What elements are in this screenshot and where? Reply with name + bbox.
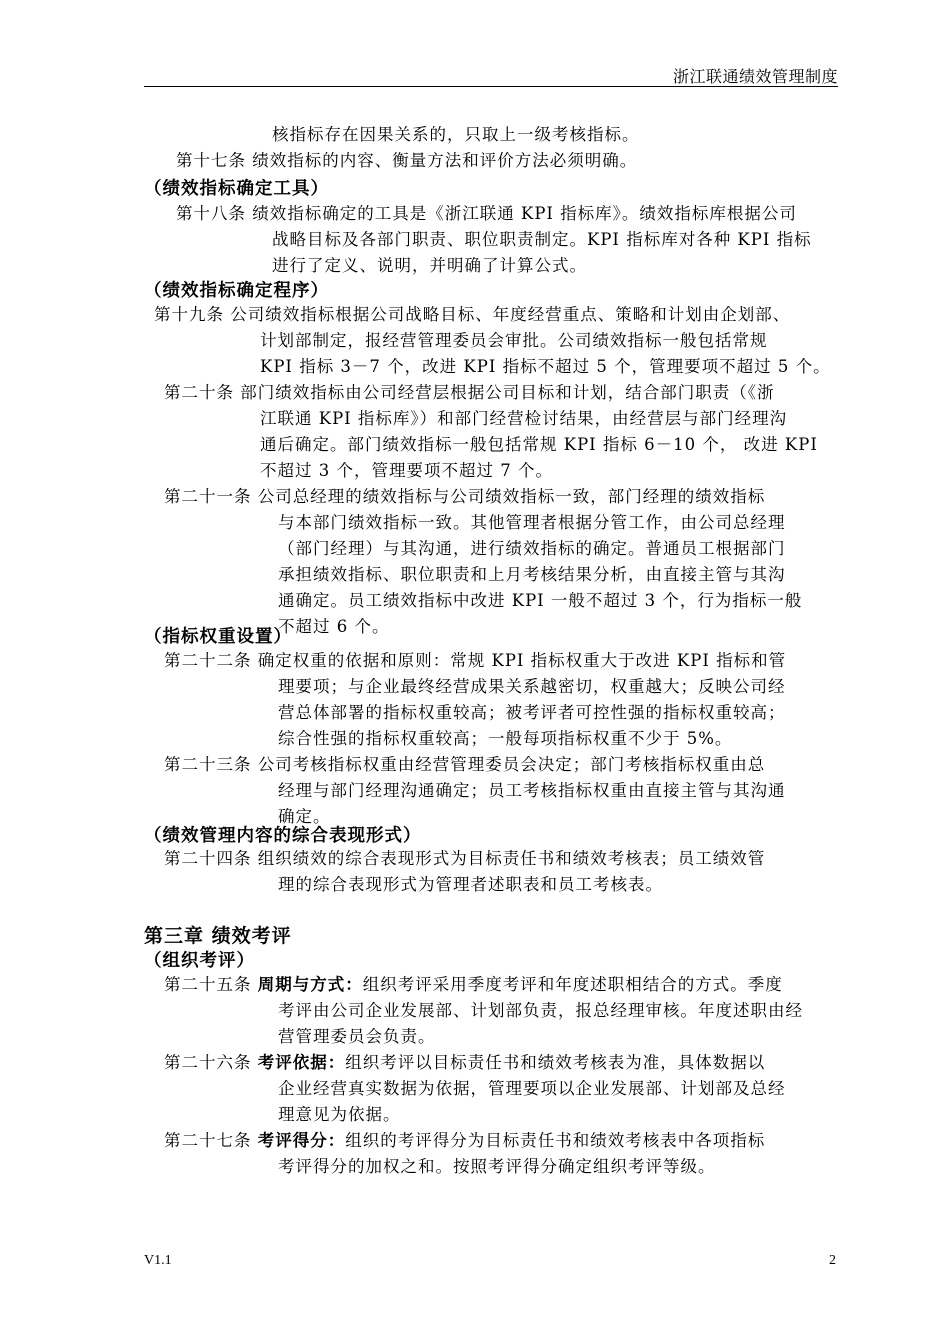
article-22-line: 综合性强的指标权重较高；一般每项指标权重不少于 5%。: [278, 729, 733, 748]
article-21-line: 与本部门绩效指标一致。其他管理者根据分管工作，由公司总经理: [278, 513, 786, 532]
article-18-line: 第十八条 绩效指标确定的工具是《浙江联通 KPI 指标库》。绩效指标库根据公司: [176, 204, 797, 223]
article-21-line: 第二十一条 公司总经理的绩效指标与公司绩效指标一致，部门经理的绩效指标: [164, 487, 766, 506]
article-26-line: 企业经营真实数据为依据，管理要项以企业发展部、计划部及总经: [278, 1079, 786, 1098]
article-27-label: 考评得分：: [257, 1131, 346, 1150]
article-24-line: 理的综合表现形式为管理者述职表和员工考核表。: [278, 875, 663, 894]
article-25-text: 组织考评采用季度考评和年度述职相结合的方式。季度: [362, 975, 783, 994]
article-24-line: 第二十四条 组织绩效的综合表现形式为目标责任书和绩效考核表；员工绩效管: [164, 849, 766, 868]
article-21-line: 承担绩效指标、职位职责和上月考核结果分析，由直接主管与其沟: [278, 565, 786, 584]
article-16-continuation: 核指标存在因果关系的，只取上一级考核指标。: [272, 125, 640, 144]
article-26-label: 考评依据：: [257, 1053, 346, 1072]
article-20-line: 江联通 KPI 指标库》）和部门经营检讨结果，由经营层与部门经理沟: [260, 409, 788, 428]
article-18-line: 战略目标及各部门职责、职位职责制定。KPI 指标库对各种 KPI 指标: [272, 230, 812, 249]
article-23-line: 第二十三条 公司考核指标权重由经营管理委员会决定；部门考核指标权重由总: [164, 755, 766, 774]
article-27-number: 第二十七条: [164, 1131, 252, 1150]
article-22-line: 营总体部署的指标权重较高；被考评者可控性强的指标权重较高；: [278, 703, 786, 722]
section-heading-forms: （绩效管理内容的综合表现形式）: [144, 826, 422, 846]
article-26-line: 理意见为依据。: [278, 1105, 401, 1124]
article-21-line: 通确定。员工绩效指标中改进 KPI 一般不超过 3 个，行为指标一般: [278, 591, 803, 610]
article-19-line: 第十九条 公司绩效指标根据公司战略目标、年度经营重点、策略和计划由企划部、: [154, 305, 791, 324]
article-17: 第十七条 绩效指标的内容、衡量方法和评价方法必须明确。: [176, 151, 638, 170]
article-22-line: 理要项；与企业最终经营成果关系越密切，权重越大；反映公司经: [278, 677, 786, 696]
article-26-line: [164, 1050, 765, 1076]
section-heading-org-eval: （组织考评）: [144, 951, 255, 971]
article-19-line: KPI 指标 3－7 个，改进 KPI 指标不超过 5 个，管理要项不超过 5 个。: [260, 357, 831, 376]
article-25-number: 第二十五条: [164, 975, 252, 994]
article-23-line: 经理与部门经理沟通确定；员工考核指标权重由直接主管与其沟通: [278, 781, 786, 800]
section-heading-procedure: （绩效指标确定程序）: [144, 281, 329, 301]
article-27-line: [164, 1128, 765, 1154]
article-20-line: 不超过 3 个，管理要项不超过 7 个。: [260, 461, 553, 480]
article-26-number: 第二十六条: [164, 1053, 252, 1072]
article-22-line: 第二十二条 确定权重的依据和原则：常规 KPI 指标权重大于改进 KPI 指标和管: [164, 651, 787, 670]
header-title: 浙江联通绩效管理制度: [672, 67, 838, 86]
article-27-text: 组织的考评得分为目标责任书和绩效考核表中各项指标: [345, 1131, 766, 1150]
chapter-title: 第三章 绩效考评: [144, 925, 292, 947]
article-25-line: 考评由公司企业发展部、计划部负责，报总经理审核。年度述职由经: [278, 1001, 803, 1020]
article-26-text: 组织考评以目标责任书和绩效考核表为准，具体数据以: [345, 1053, 766, 1072]
article-20-line: 通后确定。部门绩效指标一般包括常规 KPI 指标 6－10 个， 改进 KPI: [260, 435, 818, 454]
footer-version: V1.1: [144, 1253, 172, 1268]
section-heading-tools: （绩效指标确定工具）: [144, 179, 329, 199]
article-20-line: 第二十条 部门绩效指标由公司经营层根据公司目标和计划，结合部门职责（《浙: [164, 383, 775, 402]
article-25-label: 周期与方式：: [257, 975, 363, 994]
article-19-line: 计划部制定，报经营管理委员会审批。公司绩效指标一般包括常规: [260, 331, 768, 350]
article-25-line: 营管理委员会负责。: [278, 1027, 436, 1046]
article-27-line: 考评得分的加权之和。按照考评得分确定组织考评等级。: [278, 1157, 716, 1176]
article-25-line: [164, 972, 783, 998]
article-23-line: 确定。: [278, 807, 331, 826]
article-21-line: 不超过 6 个。: [278, 617, 390, 636]
footer-page-number: 2: [829, 1253, 836, 1268]
article-21-line: （部门经理）与其沟通，进行绩效指标的确定。普通员工根据部门: [278, 539, 786, 558]
section-heading-weights: （指标权重设置）: [144, 627, 292, 647]
article-18-line: 进行了定义、说明，并明确了计算公式。: [272, 256, 587, 275]
header-divider: [144, 86, 838, 87]
